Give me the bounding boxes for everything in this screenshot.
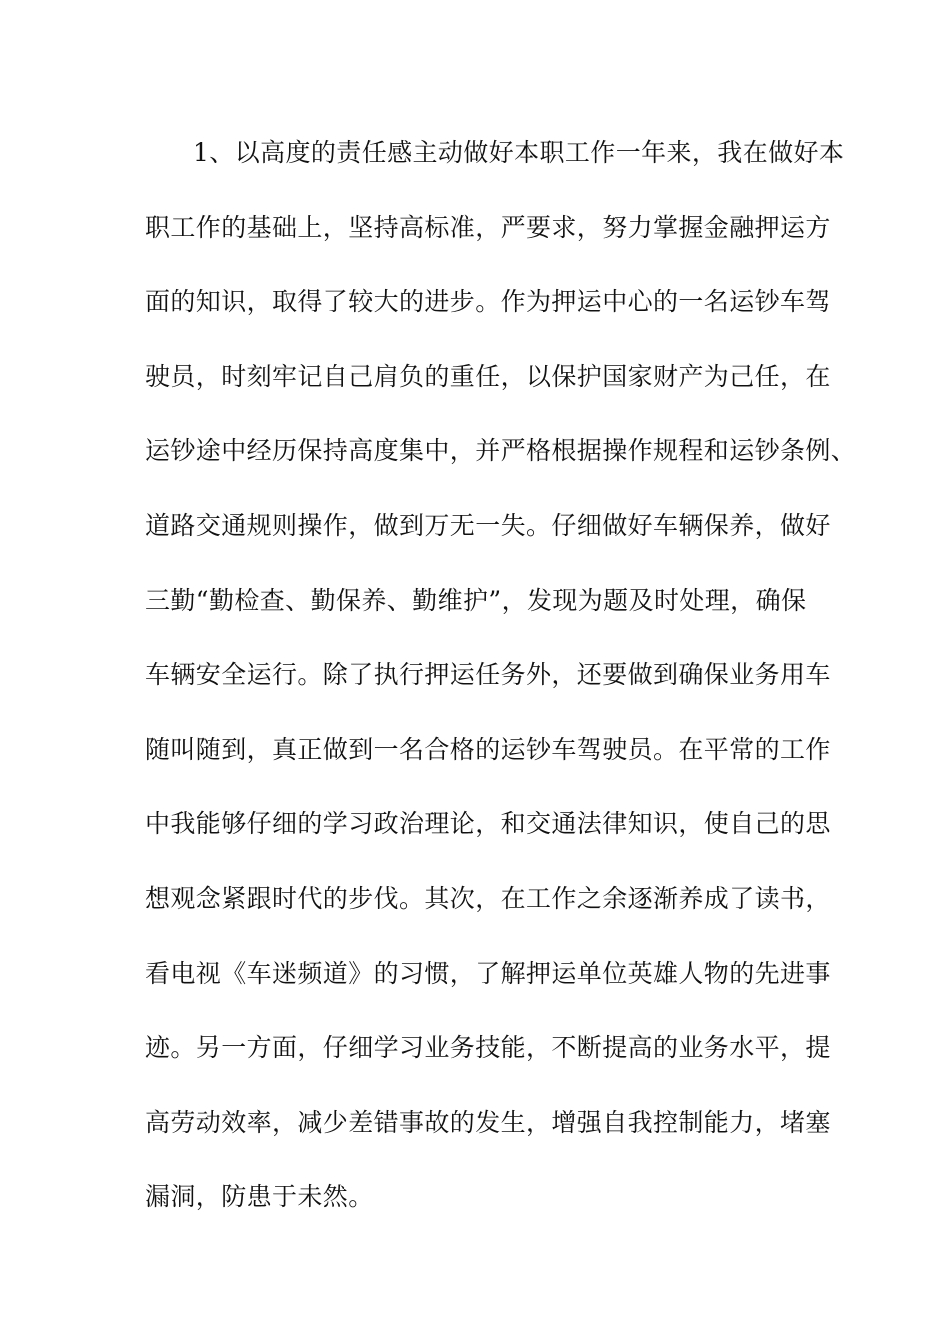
paragraph-line: 1、以高度的责任感主动做好本职工作一年来，我在做好本 [193,138,845,167]
paragraph-line: 漏洞，防患于未然。 [145,1182,374,1212]
paragraph-line: 驶员，时刻牢记自己肩负的重任，以保护国家财产为己任，在 [145,361,831,391]
paragraph-line: 道路交通规则操作，做到万无一失。仔细做好车辆保养，做好 [145,510,831,540]
paragraph-line: 看电视《车迷频道》的习惯，了解押运单位英雄人物的先进事 [145,958,831,988]
paragraph-line: 车辆安全运行。除了执行押运任务外，还要做到确保业务用车 [145,660,831,690]
paragraph-line: 随叫随到，真正做到一名合格的运钞车驾驶员。在平常的工作 [145,734,831,764]
paragraph-line: 迹。另一方面，仔细学习业务技能，不断提高的业务水平，提 [145,1033,831,1063]
paragraph-line: 三勤“勤检查、勤保养、勤维护”，发现为题及时处理，确保 [145,585,807,615]
paragraph [145,133,857,1252]
paragraph-line: 职工作的基础上，坚持高标准，严要求，努力掌握金融押运方 [145,212,831,242]
paragraph-line: 高劳动效率，减少差错事故的发生，增强自我控制能力，堵塞 [145,1107,831,1137]
paragraph-line: 想观念紧跟时代的步伐。其次，在工作之余逐渐养成了读书， [145,883,831,913]
paragraph-line: 运钞途中经历保持高度集中，并严格根据操作规程和运钞条例、 [145,436,857,466]
paragraph-line: 面的知识，取得了较大的进步。作为押运中心的一名运钞车驾 [145,287,831,317]
paragraph-line: 中我能够仔细的学习政治理论，和交通法律知识，使自己的思 [145,809,831,839]
